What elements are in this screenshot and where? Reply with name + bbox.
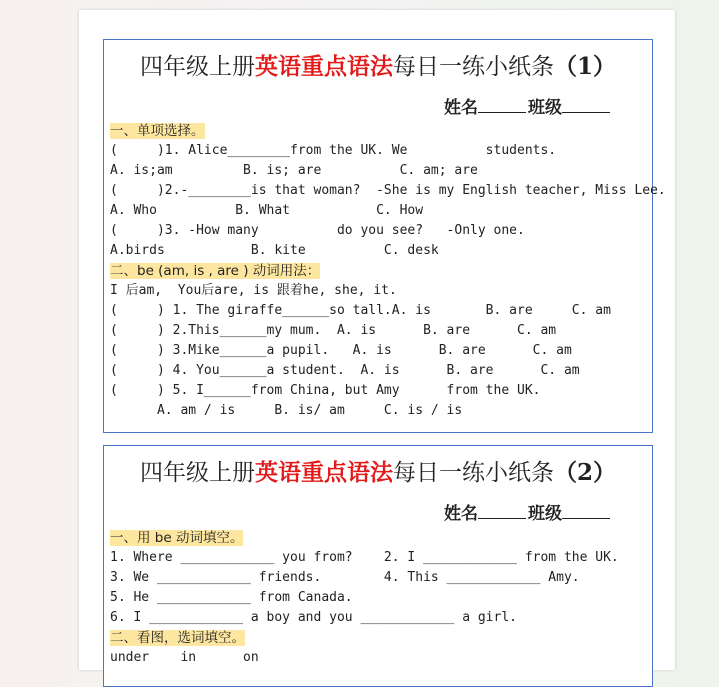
be-question-1: ( ) 1. The giraffe______so tall.A. is B. are C. am bbox=[110, 303, 611, 318]
section-heading-1: 一、用 be 动词填空。 bbox=[110, 530, 244, 546]
card-title bbox=[104, 454, 652, 487]
grammar-rule: I 后am, You后are, is 跟着he, she, it. bbox=[110, 283, 397, 298]
question-1-options: A. is;am B. is; are C. am; are bbox=[110, 163, 478, 178]
title-highlight: 英语重点语法 bbox=[254, 459, 393, 486]
title-prefix: 四年级上册 bbox=[139, 460, 255, 486]
title-number: （2） bbox=[553, 459, 616, 486]
name-class-row bbox=[444, 93, 612, 118]
class-label: 班级 bbox=[528, 98, 562, 118]
fill-row-3: 5. He ____________ from Canada. bbox=[110, 590, 353, 605]
be-question-4: ( ) 4. You______a student. A. is B. are C. am bbox=[110, 363, 580, 378]
question-2: ( )2.-________is that woman? -She is my English teacher, Miss Lee. bbox=[110, 183, 666, 198]
worksheet-card-1 bbox=[103, 39, 666, 433]
question-3: ( )3. -How many do you see? -Only one. bbox=[110, 223, 525, 238]
question-1: ( )1. Alice________from the UK. We students. bbox=[110, 143, 557, 158]
be-question-5-options: A. am / is B. is/ am C. is / is bbox=[110, 403, 463, 418]
be-question-5: ( ) 5. I______from China, but Amy from the UK. bbox=[110, 383, 541, 398]
class-blank[interactable] bbox=[562, 504, 610, 519]
title-prefix: 四年级上册 bbox=[139, 54, 255, 80]
name-blank[interactable] bbox=[478, 98, 526, 113]
be-question-2: ( ) 2.This______my mum. A. is B. are C. am bbox=[110, 323, 557, 338]
question-2-options: A. Who B. What C. How bbox=[110, 203, 424, 218]
section-heading-1: 一、单项选择。 bbox=[110, 123, 205, 139]
question-3-options: A.birds B. kite C. desk bbox=[110, 243, 439, 258]
fill-row-4: 6. I ____________ a boy and you ____________ a girl. bbox=[110, 610, 517, 625]
be-question-3: ( ) 3.Mike______a pupil. A. is B. are C. am bbox=[110, 343, 572, 358]
class-label: 班级 bbox=[528, 504, 562, 524]
title-number: （1） bbox=[553, 53, 616, 80]
document-page bbox=[79, 10, 675, 670]
section-heading-2: 二、be (am, is , are ) 动词用法： bbox=[110, 263, 321, 279]
name-label: 姓名 bbox=[444, 504, 478, 524]
worksheet-card-2 bbox=[103, 445, 653, 687]
word-bank: under in on bbox=[110, 650, 259, 665]
fill-row-2: 3. We ____________ friends. 4. This ____________ Amy. bbox=[110, 570, 580, 585]
title-suffix: 每日一练小纸条 bbox=[392, 54, 554, 80]
section-heading-2: 二、看图，选词填空。 bbox=[110, 630, 245, 646]
title-highlight: 英语重点语法 bbox=[254, 53, 393, 80]
name-class-row bbox=[444, 499, 612, 524]
name-blank[interactable] bbox=[478, 504, 526, 519]
name-label: 姓名 bbox=[444, 98, 478, 118]
title-suffix: 每日一练小纸条 bbox=[392, 460, 554, 486]
card-title bbox=[104, 48, 652, 81]
fill-row-1: 1. Where ____________ you from? 2. I ____________ from the UK. bbox=[110, 550, 619, 565]
class-blank[interactable] bbox=[562, 98, 610, 113]
